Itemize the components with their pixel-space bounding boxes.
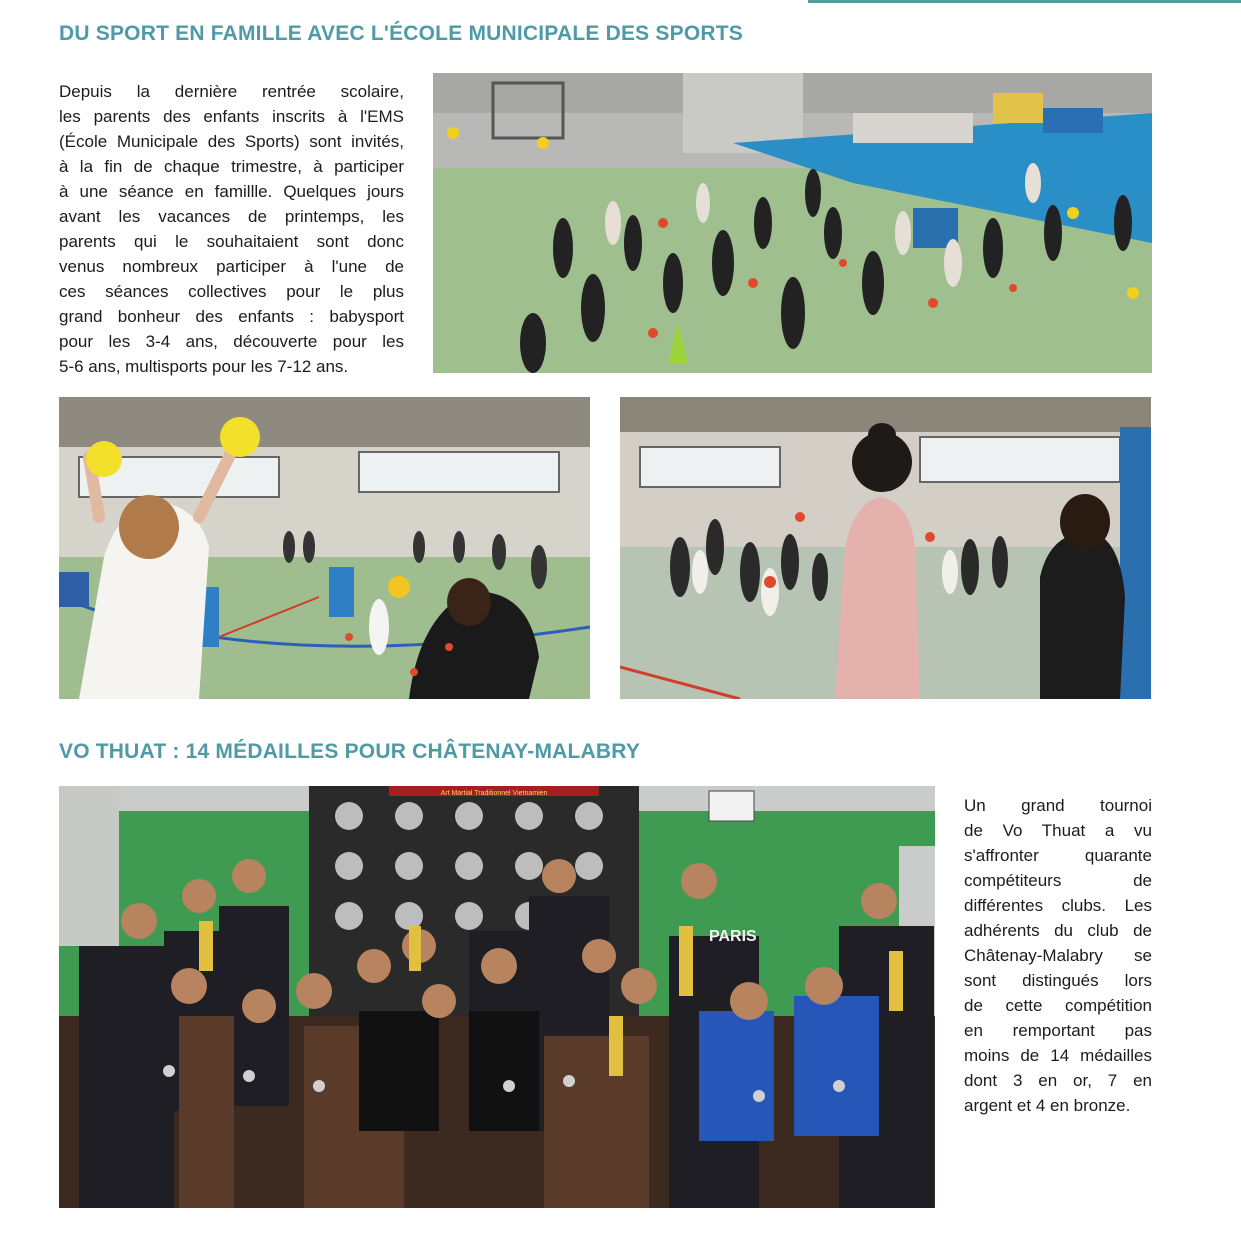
text-line: de Vo Thuat a vu bbox=[964, 821, 1152, 840]
text-line: argent et 4 en bronze. bbox=[964, 1096, 1131, 1115]
section-title-family-sport: DU SPORT EN FAMILLE AVEC L'ÉCOLE MUNICIPALE DES SPORTS bbox=[59, 22, 743, 45]
children-running-photo bbox=[620, 397, 1151, 699]
text-line: à une séance en famillle. Quelques jours bbox=[59, 182, 404, 201]
text-line: Depuis la dernière rentrée scolaire, bbox=[59, 82, 404, 101]
text-line: pour les 3-4 ans, découverte pour les bbox=[59, 332, 404, 351]
text-line: en remportant pas bbox=[964, 1021, 1152, 1040]
text-line: (École Municipale des Sports) sont invités, bbox=[59, 132, 404, 151]
text-line: les parents des enfants inscrits à l'EMS bbox=[59, 107, 404, 126]
ball-game-photo bbox=[59, 397, 590, 699]
text-line: de cette compétition bbox=[964, 996, 1152, 1015]
top-accent-rule bbox=[808, 0, 1241, 3]
gym-overview-photo bbox=[433, 73, 1152, 373]
text-line: venus nombreux participer à l'une de bbox=[59, 257, 404, 276]
vo-thuat-paragraph bbox=[964, 793, 1152, 1118]
family-sport-paragraph bbox=[59, 79, 404, 379]
text-line: 5-6 ans, multisports pour les 7-12 ans. bbox=[59, 357, 349, 376]
text-line: Châtenay-Malabry se bbox=[964, 946, 1152, 965]
backdrop-banner-text: Art Martial Traditionnel Vietnamien bbox=[440, 790, 548, 797]
jersey-text: PARIS bbox=[709, 928, 757, 945]
section-title-vo-thuat: VO THUAT : 14 MÉDAILLES POUR CHÂTENAY-MALABRY bbox=[59, 740, 641, 763]
text-line: s'affronter quarante bbox=[964, 846, 1152, 865]
text-line: grand bonheur des enfants : babysport bbox=[59, 307, 404, 326]
text-line: avant les vacances de printemps, les bbox=[59, 207, 404, 226]
text-line: compétiteurs de bbox=[964, 871, 1152, 890]
text-line: différentes clubs. Les bbox=[964, 896, 1152, 915]
text-line: sont distingués lors bbox=[964, 971, 1152, 990]
text-line: adhérents du club de bbox=[964, 921, 1152, 940]
text-line: Un grand tournoi bbox=[964, 796, 1152, 815]
text-line: parents qui le souhaitaient sont donc bbox=[59, 232, 404, 251]
text-line: moins de 14 médailles bbox=[964, 1046, 1152, 1065]
text-line: ces séances collectives pour le plus bbox=[59, 282, 404, 301]
medal-group-photo bbox=[59, 786, 935, 1208]
text-line: dont 3 en or, 7 en bbox=[964, 1071, 1152, 1090]
text-line: à la fin de chaque trimestre, à participer bbox=[59, 157, 404, 176]
